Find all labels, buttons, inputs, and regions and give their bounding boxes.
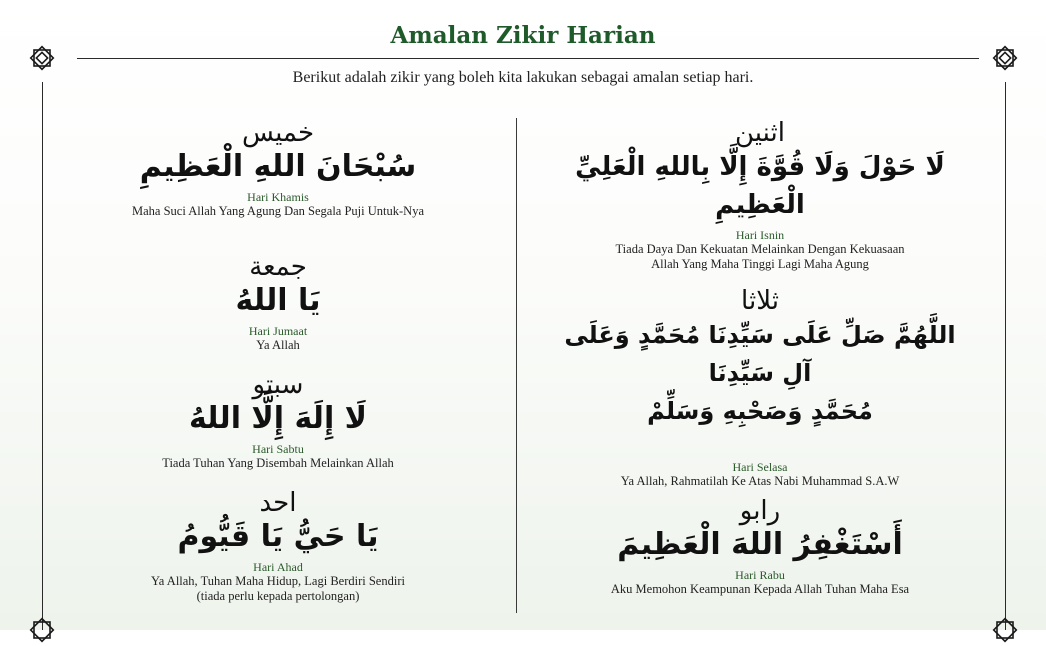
day-arabic: سبتو	[252, 370, 304, 400]
meaning-text: Ya Allah	[256, 338, 300, 352]
right-border-line	[1005, 82, 1006, 630]
day-arabic: احد	[259, 488, 297, 518]
zikir-block-rabu	[560, 496, 960, 597]
meaning-text: Maha Suci Allah Yang Agung Dan Segala Puji Untuk-Nya	[132, 204, 424, 218]
day-arabic: رابو	[739, 496, 781, 526]
zikir-arabic: لَا حَوْلَ وَلَا قُوَّةَ إِلَّا بِاللهِ الْعَلِيِّ الْعَظِيمِ	[575, 152, 945, 220]
zikir-arabic: لَا إِلَهَ إِلَّا اللهُ	[188, 401, 368, 436]
day-arabic: خميس	[241, 118, 315, 148]
meaning-text: (tiada perlu kepada pertolongan)	[196, 589, 360, 603]
day-arabic: جمعة	[249, 252, 307, 282]
ornament-icon	[26, 614, 58, 646]
top-border-line	[77, 58, 979, 59]
zikir-arabic: يَا حَيُّ يَا قَيُّومُ	[177, 519, 379, 554]
zikir-arabic: أَسْتَغْفِرُ اللهَ الْعَظِيمَ	[617, 527, 903, 562]
day-label: Hari Sabtu	[252, 442, 304, 456]
zikir-arabic-line1: اللَّهُمَّ صَلِّ عَلَى سَيِّدِنَا مُحَمَّدٍ وَعَلَى آلِ سَيِّدِنَا	[564, 321, 956, 387]
day-arabic: اثنين	[735, 118, 785, 148]
zikir-block-jumaat	[108, 252, 448, 353]
ornament-icon	[989, 614, 1021, 646]
page-title: Amalan Zikir Harian	[390, 22, 656, 49]
column-divider	[516, 118, 517, 613]
meaning-text: Tiada Tuhan Yang Disembah Melainkan Allah	[162, 456, 394, 470]
zikir-block-sabtu	[108, 370, 448, 471]
meaning-text: Ya Allah, Tuhan Maha Hidup, Lagi Berdiri Sendiri	[151, 574, 405, 588]
zikir-arabic: سُبْحَانَ اللهِ الْعَظِيمِ	[139, 149, 417, 184]
day-label: Hari Rabu	[735, 568, 785, 582]
zikir-arabic: يَا اللهُ	[235, 283, 321, 318]
day-label: Hari Khamis	[247, 190, 309, 204]
day-arabic: ثلاثا	[741, 286, 779, 316]
zikir-block-selasa	[560, 286, 960, 489]
meaning-text: Ya Allah, Rahmatilah Ke Atas Nabi Muhammad S.A.W	[620, 474, 900, 488]
day-label: Hari Isnin	[735, 228, 785, 242]
zikir-arabic-line2: مُحَمَّدٍ وَصَحْبِهِ وَسَلِّمْ	[647, 397, 873, 425]
meaning-text: Allah Yang Maha Tinggi Lagi Maha Agung	[651, 257, 869, 271]
left-border-line	[42, 82, 43, 630]
day-label: Hari Jumaat	[248, 324, 308, 338]
day-label: Hari Ahad	[253, 560, 303, 574]
zikir-block-khamis	[108, 118, 448, 219]
zikir-block-ahad	[98, 488, 458, 604]
meaning-text: Tiada Daya Dan Kekuatan Melainkan Dengan Kekuasaan	[615, 242, 905, 256]
day-label: Hari Selasa	[732, 460, 788, 474]
meaning-text: Aku Memohon Keampunan Kepada Allah Tuhan Maha Esa	[610, 582, 910, 596]
page-subtitle: Berikut adalah zikir yang boleh kita lakukan sebagai amalan setiap hari.	[292, 69, 754, 86]
zikir-block-isnin	[560, 118, 960, 272]
